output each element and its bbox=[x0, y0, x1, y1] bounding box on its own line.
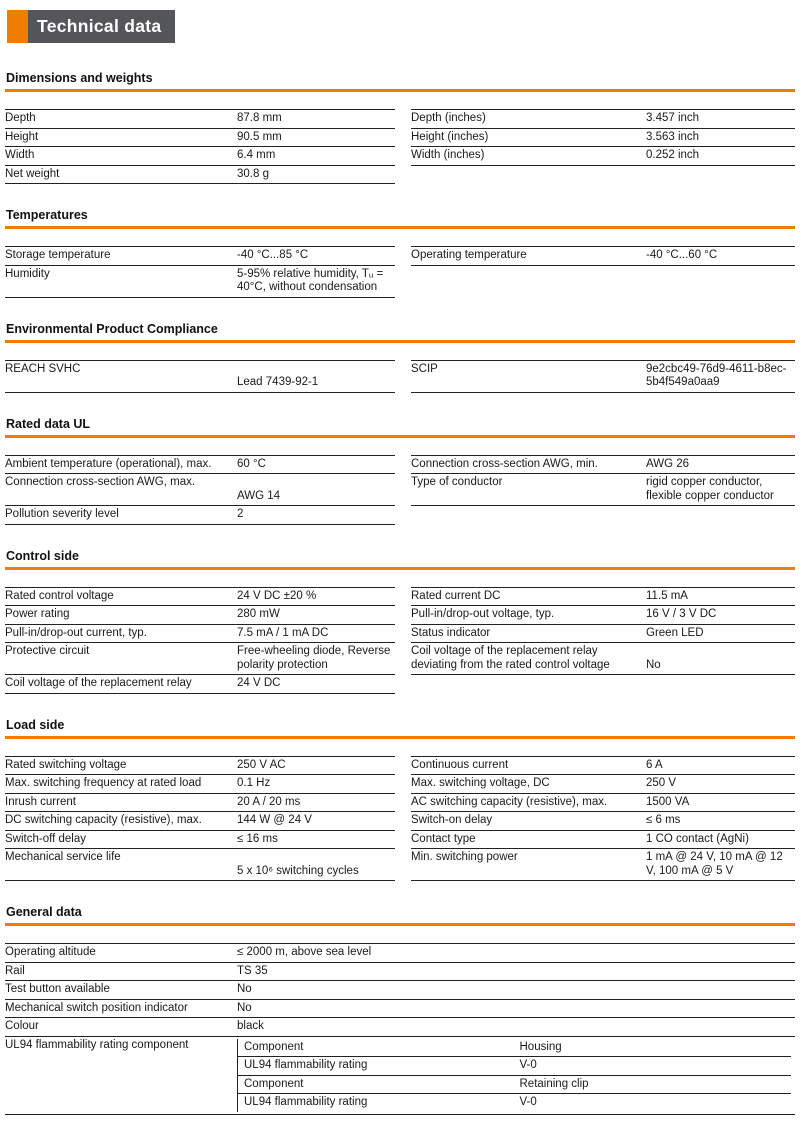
empty-cell bbox=[646, 165, 795, 184]
spec-label: Max. switching voltage, DC bbox=[411, 775, 646, 794]
ul94-label: UL94 flammability rating bbox=[244, 1096, 368, 1108]
spec-row bbox=[5, 756, 795, 775]
spec-value: 1 CO contact (AgNi) bbox=[646, 830, 795, 849]
spec-table bbox=[5, 360, 795, 393]
spec-row bbox=[5, 675, 795, 694]
spec-value: 7.5 mA / 1 mA DC bbox=[237, 624, 395, 643]
spec-label: Inrush current bbox=[5, 793, 237, 812]
spec-row bbox=[5, 147, 795, 166]
spec-row bbox=[5, 793, 795, 812]
column-gap bbox=[395, 474, 411, 506]
spec-label: Depth bbox=[5, 110, 237, 129]
ul94-value: V-0 bbox=[519, 1096, 537, 1108]
column-gap bbox=[395, 775, 411, 794]
spec-label: Min. switching power bbox=[411, 849, 646, 881]
spec-row bbox=[5, 1036, 795, 1114]
column-gap bbox=[395, 849, 411, 881]
ul94-label: Component bbox=[238, 1039, 514, 1057]
section-heading: Rated data UL bbox=[5, 417, 795, 438]
spec-value bbox=[237, 1036, 795, 1114]
column-gap bbox=[395, 360, 411, 392]
section-heading: General data bbox=[5, 905, 795, 926]
spec-label: Height (inches) bbox=[411, 128, 646, 147]
spec-value: TS 35 bbox=[237, 962, 795, 981]
empty-cell bbox=[411, 506, 646, 525]
spec-value: rigid copper conductor, flexible copper conductor bbox=[646, 474, 795, 506]
spec-label: Width bbox=[5, 147, 237, 166]
spec-row bbox=[5, 643, 795, 675]
spec-label: Power rating bbox=[5, 606, 237, 625]
spec-label: Ambient temperature (operational), max. bbox=[5, 455, 237, 474]
section-heading: Dimensions and weights bbox=[5, 71, 795, 92]
spec-row bbox=[5, 812, 795, 831]
spec-table bbox=[5, 109, 795, 184]
spec-table bbox=[5, 455, 795, 525]
spec-label: DC switching capacity (resistive), max. bbox=[5, 812, 237, 831]
spec-value: -40 °C...85 °C bbox=[237, 247, 395, 266]
spec-label: REACH SVHC bbox=[5, 360, 237, 392]
spec-value: black bbox=[237, 1018, 795, 1037]
title-accent-block bbox=[7, 10, 28, 43]
column-gap bbox=[395, 110, 411, 129]
column-gap bbox=[395, 793, 411, 812]
spec-label: Width (inches) bbox=[411, 147, 646, 166]
column-gap bbox=[395, 624, 411, 643]
spec-label: Coil voltage of the replacement relay deviating from the rated control voltage bbox=[411, 643, 646, 675]
spec-row bbox=[5, 128, 795, 147]
spec-value: 24 V DC bbox=[237, 675, 395, 694]
spec-value: No bbox=[237, 999, 795, 1018]
spec-label: Rail bbox=[5, 962, 237, 981]
spec-row bbox=[5, 110, 795, 129]
ul94-label: Component bbox=[238, 1075, 514, 1094]
ul94-value: V-0 bbox=[514, 1057, 792, 1076]
spec-label: Storage temperature bbox=[5, 247, 237, 266]
empty-cell bbox=[411, 265, 646, 297]
section-general-data bbox=[5, 905, 795, 1115]
spec-value: 0.1 Hz bbox=[237, 775, 395, 794]
ul94-label: UL94 flammability rating bbox=[238, 1057, 514, 1076]
column-gap bbox=[395, 675, 411, 694]
spec-label: Mechanical switch position indicator bbox=[5, 999, 237, 1018]
spec-value: 11.5 mA bbox=[646, 587, 795, 606]
spec-value: 6 A bbox=[646, 756, 795, 775]
spec-label: Depth (inches) bbox=[411, 110, 646, 129]
spec-row bbox=[5, 944, 795, 963]
spec-row bbox=[5, 587, 795, 606]
column-gap bbox=[395, 812, 411, 831]
column-gap bbox=[395, 506, 411, 525]
spec-value: 20 A / 20 ms bbox=[237, 793, 395, 812]
spec-row bbox=[5, 624, 795, 643]
spec-value: Green LED bbox=[646, 624, 795, 643]
spec-label: Pull-in/drop-out voltage, typ. bbox=[411, 606, 646, 625]
empty-cell bbox=[646, 675, 795, 694]
spec-table bbox=[5, 246, 795, 298]
spec-label: Operating temperature bbox=[411, 247, 646, 266]
spec-label: UL94 flammability rating component bbox=[5, 1036, 237, 1114]
spec-row bbox=[5, 506, 795, 525]
spec-label: Connection cross-section AWG, max. bbox=[5, 474, 237, 506]
section-heading: Environmental Product Compliance bbox=[5, 322, 795, 343]
page-title: Technical data bbox=[28, 10, 175, 43]
spec-value: No bbox=[237, 981, 795, 1000]
spec-label: Pollution severity level bbox=[5, 506, 237, 525]
spec-value: Free-wheeling diode, Reverse polarity protection bbox=[237, 643, 395, 675]
section-temperatures bbox=[5, 208, 795, 298]
column-gap bbox=[395, 165, 411, 184]
section-heading: Temperatures bbox=[5, 208, 795, 229]
spec-value: 60 °C bbox=[237, 455, 395, 474]
ul94-value: Retaining clip bbox=[514, 1075, 792, 1094]
spec-label: Switch-on delay bbox=[411, 812, 646, 831]
spec-value: 6.4 mm bbox=[237, 147, 395, 166]
spec-label: Net weight bbox=[5, 165, 237, 184]
spec-value: 5 x 10⁶ switching cycles bbox=[237, 849, 395, 881]
spec-label: Height bbox=[5, 128, 237, 147]
spec-value: 9e2cbc49-76d9-4611-b8ec-5b4f549a0aa9 bbox=[646, 360, 795, 392]
spec-row bbox=[5, 830, 795, 849]
spec-table bbox=[5, 756, 795, 882]
spec-row bbox=[5, 775, 795, 794]
spec-row bbox=[5, 247, 795, 266]
spec-row bbox=[5, 606, 795, 625]
spec-label: Contact type bbox=[411, 830, 646, 849]
spec-value: 3.457 inch bbox=[646, 110, 795, 129]
spec-value: 144 W @ 24 V bbox=[237, 812, 395, 831]
spec-label: SCIP bbox=[411, 360, 646, 392]
spec-table bbox=[5, 943, 795, 1115]
spec-label: Continuous current bbox=[411, 756, 646, 775]
spec-row bbox=[5, 981, 795, 1000]
spec-value: AWG 14 bbox=[237, 474, 395, 506]
spec-value: 87.8 mm bbox=[237, 110, 395, 129]
spec-label: Switch-off delay bbox=[5, 830, 237, 849]
spec-label: Type of conductor bbox=[411, 474, 646, 506]
spec-value: AWG 26 bbox=[646, 455, 795, 474]
spec-value: 250 V AC bbox=[237, 756, 395, 775]
spec-value: 250 V bbox=[646, 775, 795, 794]
sections-container bbox=[5, 71, 795, 1115]
spec-value: 16 V / 3 V DC bbox=[646, 606, 795, 625]
section-dimensions-and-weights bbox=[5, 71, 795, 184]
column-gap bbox=[395, 606, 411, 625]
section-rated-data-ul bbox=[5, 417, 795, 525]
spec-label: Rated control voltage bbox=[5, 587, 237, 606]
spec-value: 24 V DC ±20 % bbox=[237, 587, 395, 606]
spec-row bbox=[5, 165, 795, 184]
spec-value: 90.5 mm bbox=[237, 128, 395, 147]
spec-label: Rated current DC bbox=[411, 587, 646, 606]
ul94-value: Housing bbox=[514, 1039, 792, 1057]
spec-row bbox=[5, 265, 795, 297]
spec-label: Colour bbox=[5, 1018, 237, 1037]
empty-cell bbox=[646, 506, 795, 525]
spec-label: Test button available bbox=[5, 981, 237, 1000]
spec-value: 0.252 inch bbox=[646, 147, 795, 166]
spec-table bbox=[5, 587, 795, 694]
spec-label: Connection cross-section AWG, min. bbox=[411, 455, 646, 474]
column-gap bbox=[395, 830, 411, 849]
spec-label: Protective circuit bbox=[5, 643, 237, 675]
column-gap bbox=[395, 756, 411, 775]
spec-value: ≤ 2000 m, above sea level bbox=[237, 944, 795, 963]
column-gap bbox=[395, 147, 411, 166]
spec-value: No bbox=[646, 643, 795, 675]
spec-value: -40 °C...60 °C bbox=[646, 247, 795, 266]
spec-value: 280 mW bbox=[237, 606, 395, 625]
spec-row bbox=[5, 849, 795, 881]
spec-value: ≤ 6 ms bbox=[646, 812, 795, 831]
section-heading: Control side bbox=[5, 549, 795, 570]
column-gap bbox=[395, 128, 411, 147]
spec-value: 5-95% relative humidity, Tᵤ = 40°C, without condensation bbox=[237, 265, 395, 297]
section-load-side bbox=[5, 718, 795, 882]
spec-label: Rated switching voltage bbox=[5, 756, 237, 775]
ul94-subtable bbox=[237, 1039, 791, 1112]
spec-value: 1500 VA bbox=[646, 793, 795, 812]
section-heading: Load side bbox=[5, 718, 795, 739]
spec-row bbox=[5, 360, 795, 392]
spec-row bbox=[5, 455, 795, 474]
section-environmental-product-compliance bbox=[5, 322, 795, 393]
column-gap bbox=[395, 643, 411, 675]
ul94-row bbox=[238, 1094, 792, 1112]
spec-label: Operating altitude bbox=[5, 944, 237, 963]
spec-label: Humidity bbox=[5, 265, 237, 297]
section-control-side bbox=[5, 549, 795, 694]
empty-cell bbox=[411, 675, 646, 694]
spec-label: AC switching capacity (resistive), max. bbox=[411, 793, 646, 812]
spec-label: Pull-in/drop-out current, typ. bbox=[5, 624, 237, 643]
ul94-row bbox=[238, 1039, 792, 1057]
column-gap bbox=[395, 265, 411, 297]
spec-label: Max. switching frequency at rated load bbox=[5, 775, 237, 794]
spec-value: ≤ 16 ms bbox=[237, 830, 395, 849]
ul94-row bbox=[238, 1075, 792, 1094]
spec-value: 1 mA @ 24 V, 10 mA @ 12 V, 100 mA @ 5 V bbox=[646, 849, 795, 881]
column-gap bbox=[395, 247, 411, 266]
page-title-bar bbox=[7, 10, 175, 43]
empty-cell bbox=[411, 165, 646, 184]
spec-label: Mechanical service life bbox=[5, 849, 237, 881]
spec-row bbox=[5, 962, 795, 981]
spec-label: Coil voltage of the replacement relay bbox=[5, 675, 237, 694]
spec-row bbox=[5, 1018, 795, 1037]
column-gap bbox=[395, 587, 411, 606]
spec-row bbox=[5, 474, 795, 506]
column-gap bbox=[395, 455, 411, 474]
spec-value: 2 bbox=[237, 506, 395, 525]
spec-value: 3.563 inch bbox=[646, 128, 795, 147]
spec-value: 30.8 g bbox=[237, 165, 395, 184]
ul94-row bbox=[238, 1057, 792, 1076]
spec-label: Status indicator bbox=[411, 624, 646, 643]
spec-value: Lead 7439-92-1 bbox=[237, 360, 395, 392]
empty-cell bbox=[646, 265, 795, 297]
